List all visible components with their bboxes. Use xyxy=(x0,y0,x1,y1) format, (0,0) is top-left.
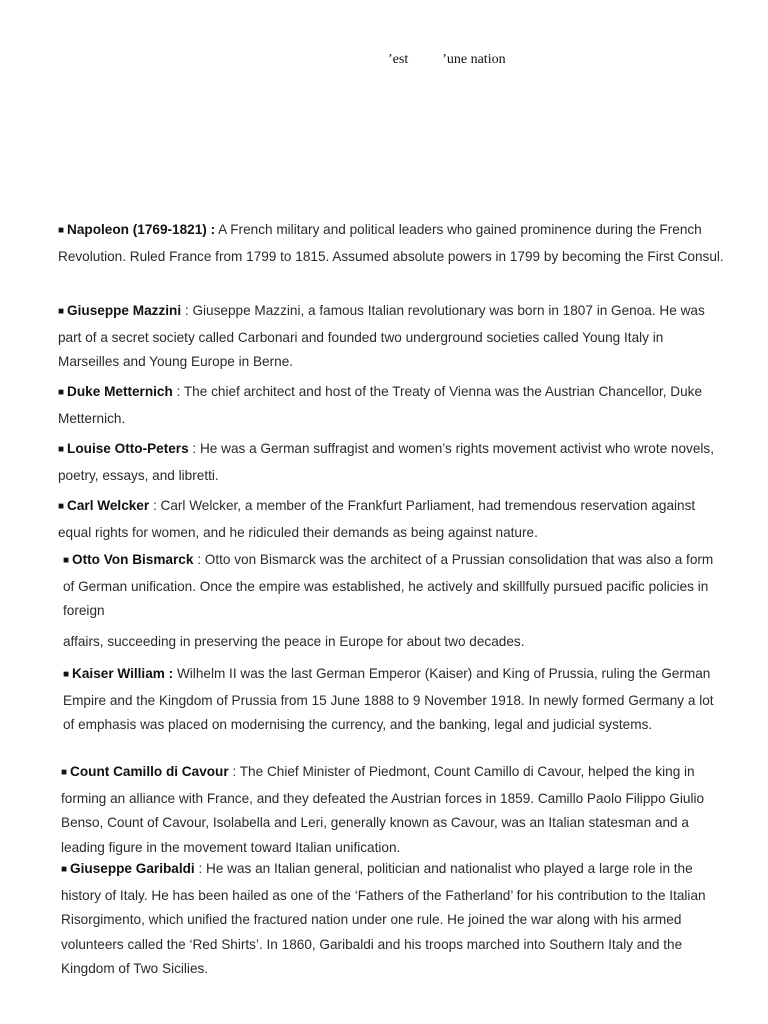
glossary-entry-napoleon xyxy=(58,218,724,269)
entry-term: Kaiser William : xyxy=(72,666,174,681)
bullet-icon: ■ xyxy=(58,501,65,512)
bullet-icon: ■ xyxy=(58,225,65,236)
entry-term: Otto Von Bismarck xyxy=(72,552,194,567)
entry-text: affairs, succeeding in preserving the peace in Europe for about two decades. xyxy=(63,634,525,649)
bullet-icon: ■ xyxy=(61,864,68,875)
glossary-entry-welcker xyxy=(58,494,724,545)
entry-text: A French military and political leaders who gained prominence during the French Revolution. Ruled France from 1799 to 1815. Assumed absolute powers in 1799 by becoming the First Consul. xyxy=(58,222,724,264)
bullet-icon: ■ xyxy=(58,387,65,398)
bullet-icon: ■ xyxy=(63,669,70,680)
entry-term: Count Camillo di Cavour xyxy=(70,764,229,779)
entry-text: : He was an Italian general, politician and nationalist who played a large role in the history of Italy. He has been hailed as one of the ‘Fathers of the Fatherland’ for his contribution to the Italian Risorgimento, which unified the fractured nation under one rule. He joined the war along with his armed volunteers called the ‘Red Shirts’. In 1860, Garibaldi and his troops marched into Southern Italy and the Kingdom of Two Sicilies. xyxy=(61,861,706,977)
entry-term: Napoleon (1769-1821) : xyxy=(67,222,216,237)
glossary-entry-metternich xyxy=(58,380,724,431)
entry-text: : Giuseppe Mazzini, a famous Italian revolutionary was born in 1807 in Genoa. He was part of a secret society called Carbonari and founded two underground societies called Young Italy in Marseilles and Young Europe in Berne. xyxy=(58,303,705,370)
glossary-entry-garibaldi xyxy=(61,857,723,982)
entry-text: : Carl Welcker, a member of the Frankfurt Parliament, had tremendous reservation against equal rights for women, and he ridiculed their demands as being against nature. xyxy=(58,498,696,540)
entry-term: Duke Metternich xyxy=(67,384,173,399)
bullet-icon: ■ xyxy=(58,306,65,317)
bullet-icon: ■ xyxy=(58,444,65,455)
entry-term: Louise Otto-Peters xyxy=(67,441,189,456)
bullet-icon: ■ xyxy=(61,767,68,778)
glossary-entry-otto-peters xyxy=(58,437,724,488)
entry-text: : The chief architect and host of the Treaty of Vienna was the Austrian Chancellor, Duke Metternich. xyxy=(58,384,703,426)
entry-text: : He was a German suffragist and women’s rights movement activist who wrote novels, poetry, essays, and libretti. xyxy=(58,441,715,483)
page-header xyxy=(388,52,506,68)
glossary-entry-kaiser-william xyxy=(63,662,725,738)
entry-term: Carl Welcker xyxy=(67,498,150,513)
entry-text: : Otto von Bismarck was the architect of a Prussian consolidation that was also a form of German unification. Once the empire was established, he actively and skillfully pursued pacific policies in foreign xyxy=(63,552,714,619)
entry-text: Wilhelm II was the last German Emperor (Kaiser) and King of Prussia, ruling the German Empire and the Kingdom of Prussia from 15 June 1888 to 9 November 1918. In newly formed Germany a lot of emphasis was placed on modernising the currency, and the banking, legal and judicial systems. xyxy=(63,666,714,733)
entry-term: Giuseppe Garibaldi xyxy=(70,861,195,876)
glossary-entry-bismarck-continuation xyxy=(63,630,725,655)
entry-term: Giuseppe Mazzini xyxy=(67,303,182,318)
glossary-entry-cavour xyxy=(61,760,723,860)
glossary-entry-bismarck xyxy=(63,548,725,624)
header-part-b: ’une nation xyxy=(442,52,506,67)
glossary-entry-mazzini xyxy=(58,299,724,375)
bullet-icon: ■ xyxy=(63,555,70,566)
entry-text: : The Chief Minister of Piedmont, Count Camillo di Cavour, helped the king in forming an alliance with France, and they defeated the Austrian forces in 1859. Camillo Paolo Filippo Giulio Benso, Count of Cavour, Isolabella and Leri, generally known as Cavour, was an Italian statesman and a leading figure in the movement toward Italian unification. xyxy=(61,764,705,855)
header-part-a: ’est xyxy=(388,52,409,67)
